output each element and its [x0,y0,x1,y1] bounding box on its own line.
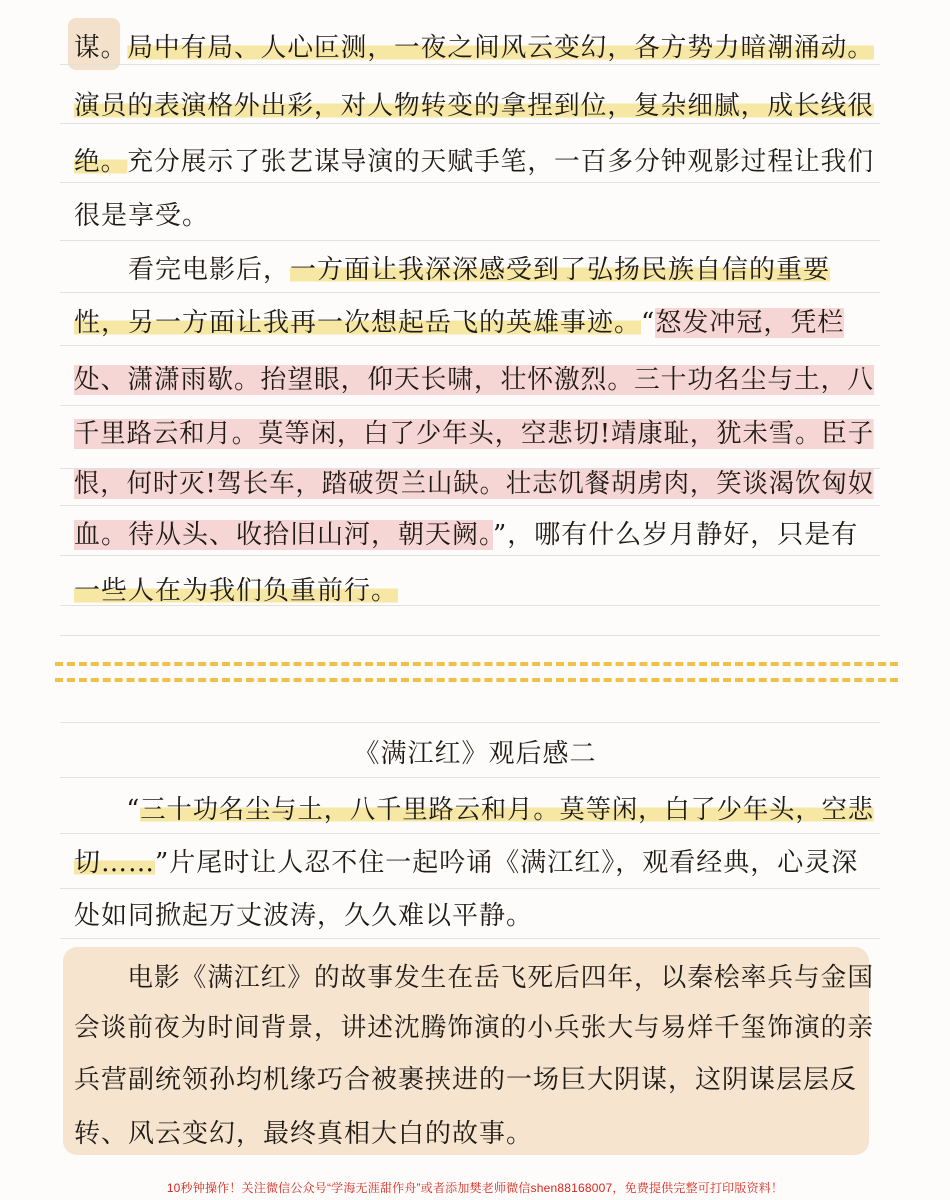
text-segment: 看完电影后， [74,255,291,285]
text-segment: 绝。 [74,147,128,177]
line-content [74,1008,874,1048]
section-title: 《满江红》观后感二 [353,739,597,769]
line-content [74,142,874,182]
text-line [0,28,950,68]
text-segment: 处、潇潇雨歇。抬望眼，仰天长啸，壮怀激烈。三十功名尘与土，八 [74,365,874,395]
footer-notice: 10秒钟操作！关注微信公众号“学海无涯甜作舟”或者添加樊老师微信shen88168007，免费提供完整可打印版资料！ [166,1181,784,1195]
text-segment: 处如同掀起万丈波涛，久久难以平静。 [74,901,534,931]
line-content [74,360,874,400]
ruled-line [60,182,880,183]
line-content [74,901,533,931]
text-line [0,464,950,504]
text-line [0,303,950,343]
ruled-line [60,292,880,293]
dashed-separator [55,678,898,682]
text-line [0,414,950,454]
text-segment: 恨，何时灭!驾长车，踏破贺兰山缺。壮志饥餐胡虏肉，笑谈渴饮匈奴 [74,469,874,499]
text-segment: 血。待从头、收拾旧山河，朝天阙。 [74,520,494,550]
line-content [74,201,209,231]
line-content [74,1065,857,1095]
ruled-line [60,405,880,406]
text-line [0,896,950,936]
text-line [0,142,950,182]
text-segment: 会谈前夜为时间背景，讲述沈腾饰演的小兵张大与易烊千玺饰演的亲 [74,1013,874,1043]
line-content [74,308,844,338]
text-segment: ”片尾时让人忍不住一起吟诵《满江红》，观看经典，心灵深 [155,848,859,878]
text-segment: 兵营副统领孙均机缘巧合被裹挟进的一场巨大阴谋，这阴谋层层反 [74,1065,858,1095]
text-line [0,571,950,611]
text-line [0,1060,950,1100]
line-content [74,958,874,998]
line-content [74,86,874,126]
text-segment: 电影《满江红》的故事发生在岳飞死后四年，以秦桧率兵与金国 [74,963,874,993]
text-segment: 演员的表演格外出彩，对人物转变的拿捏到位，复杂细腻，成长线很 [74,91,874,121]
line-content [74,1119,533,1149]
ruled-line [60,555,880,556]
text-segment: 千里路云和月。莫等闲，白了少年头，空悲切!靖康耻，犹未雪。臣子 [74,419,874,449]
ruled-line [60,240,880,241]
text-line [0,1008,950,1048]
line-content [74,520,858,550]
text-line [0,196,950,236]
text-segment: ”，哪有什么岁月静好，只是有 [493,520,859,550]
text-segment: 怒发冲冠，凭栏 [655,308,845,338]
ruled-line [60,505,880,506]
text-line [0,360,950,400]
line-content [74,255,830,285]
text-line [0,843,950,883]
text-segment: 很是享受。 [74,201,210,231]
text-segment: 切…… [74,848,156,878]
text-segment: 局中有局、人心叵测，一夜之间风云变幻，各方势力暗潮涌动。 [127,33,875,63]
text-line [0,1114,950,1154]
ruled-line [60,635,880,636]
dashed-separator [55,662,898,666]
text-line [0,515,950,555]
text-segment: 谋。 [74,33,128,63]
text-line [0,86,950,126]
ruled-line [60,888,880,889]
text-segment: 性，另一方面让我再一次想起岳飞的英雄事迹。 [74,308,642,338]
line-content [74,464,874,504]
line-content [74,790,874,830]
line-content [74,28,874,68]
text-segment: “ [74,795,141,825]
text-line [0,958,950,998]
line-content [74,414,874,454]
ruled-line [60,722,880,723]
text-segment: 三十功名尘与土，八千里路云和月。莫等闲，白了少年头，空悲 [140,795,875,825]
text-line [0,790,950,830]
text-segment: 转、风云变幻，最终真相大白的故事。 [74,1119,534,1149]
ruled-line [60,938,880,939]
text-segment: 充分展示了张艺谋导演的天赋手笔，一百多分钟观影过程让我们 [127,147,875,177]
line-content [74,848,858,878]
line-content [74,576,398,606]
text-segment: 一方面让我深深感受到了弘扬民族自信的重要 [290,255,831,285]
text-segment: “ [641,308,656,338]
ruled-line [60,777,880,778]
ruled-line [60,345,880,346]
text-line [0,250,950,290]
ruled-line [60,833,880,834]
text-segment: 一些人在为我们负重前行。 [74,576,399,606]
